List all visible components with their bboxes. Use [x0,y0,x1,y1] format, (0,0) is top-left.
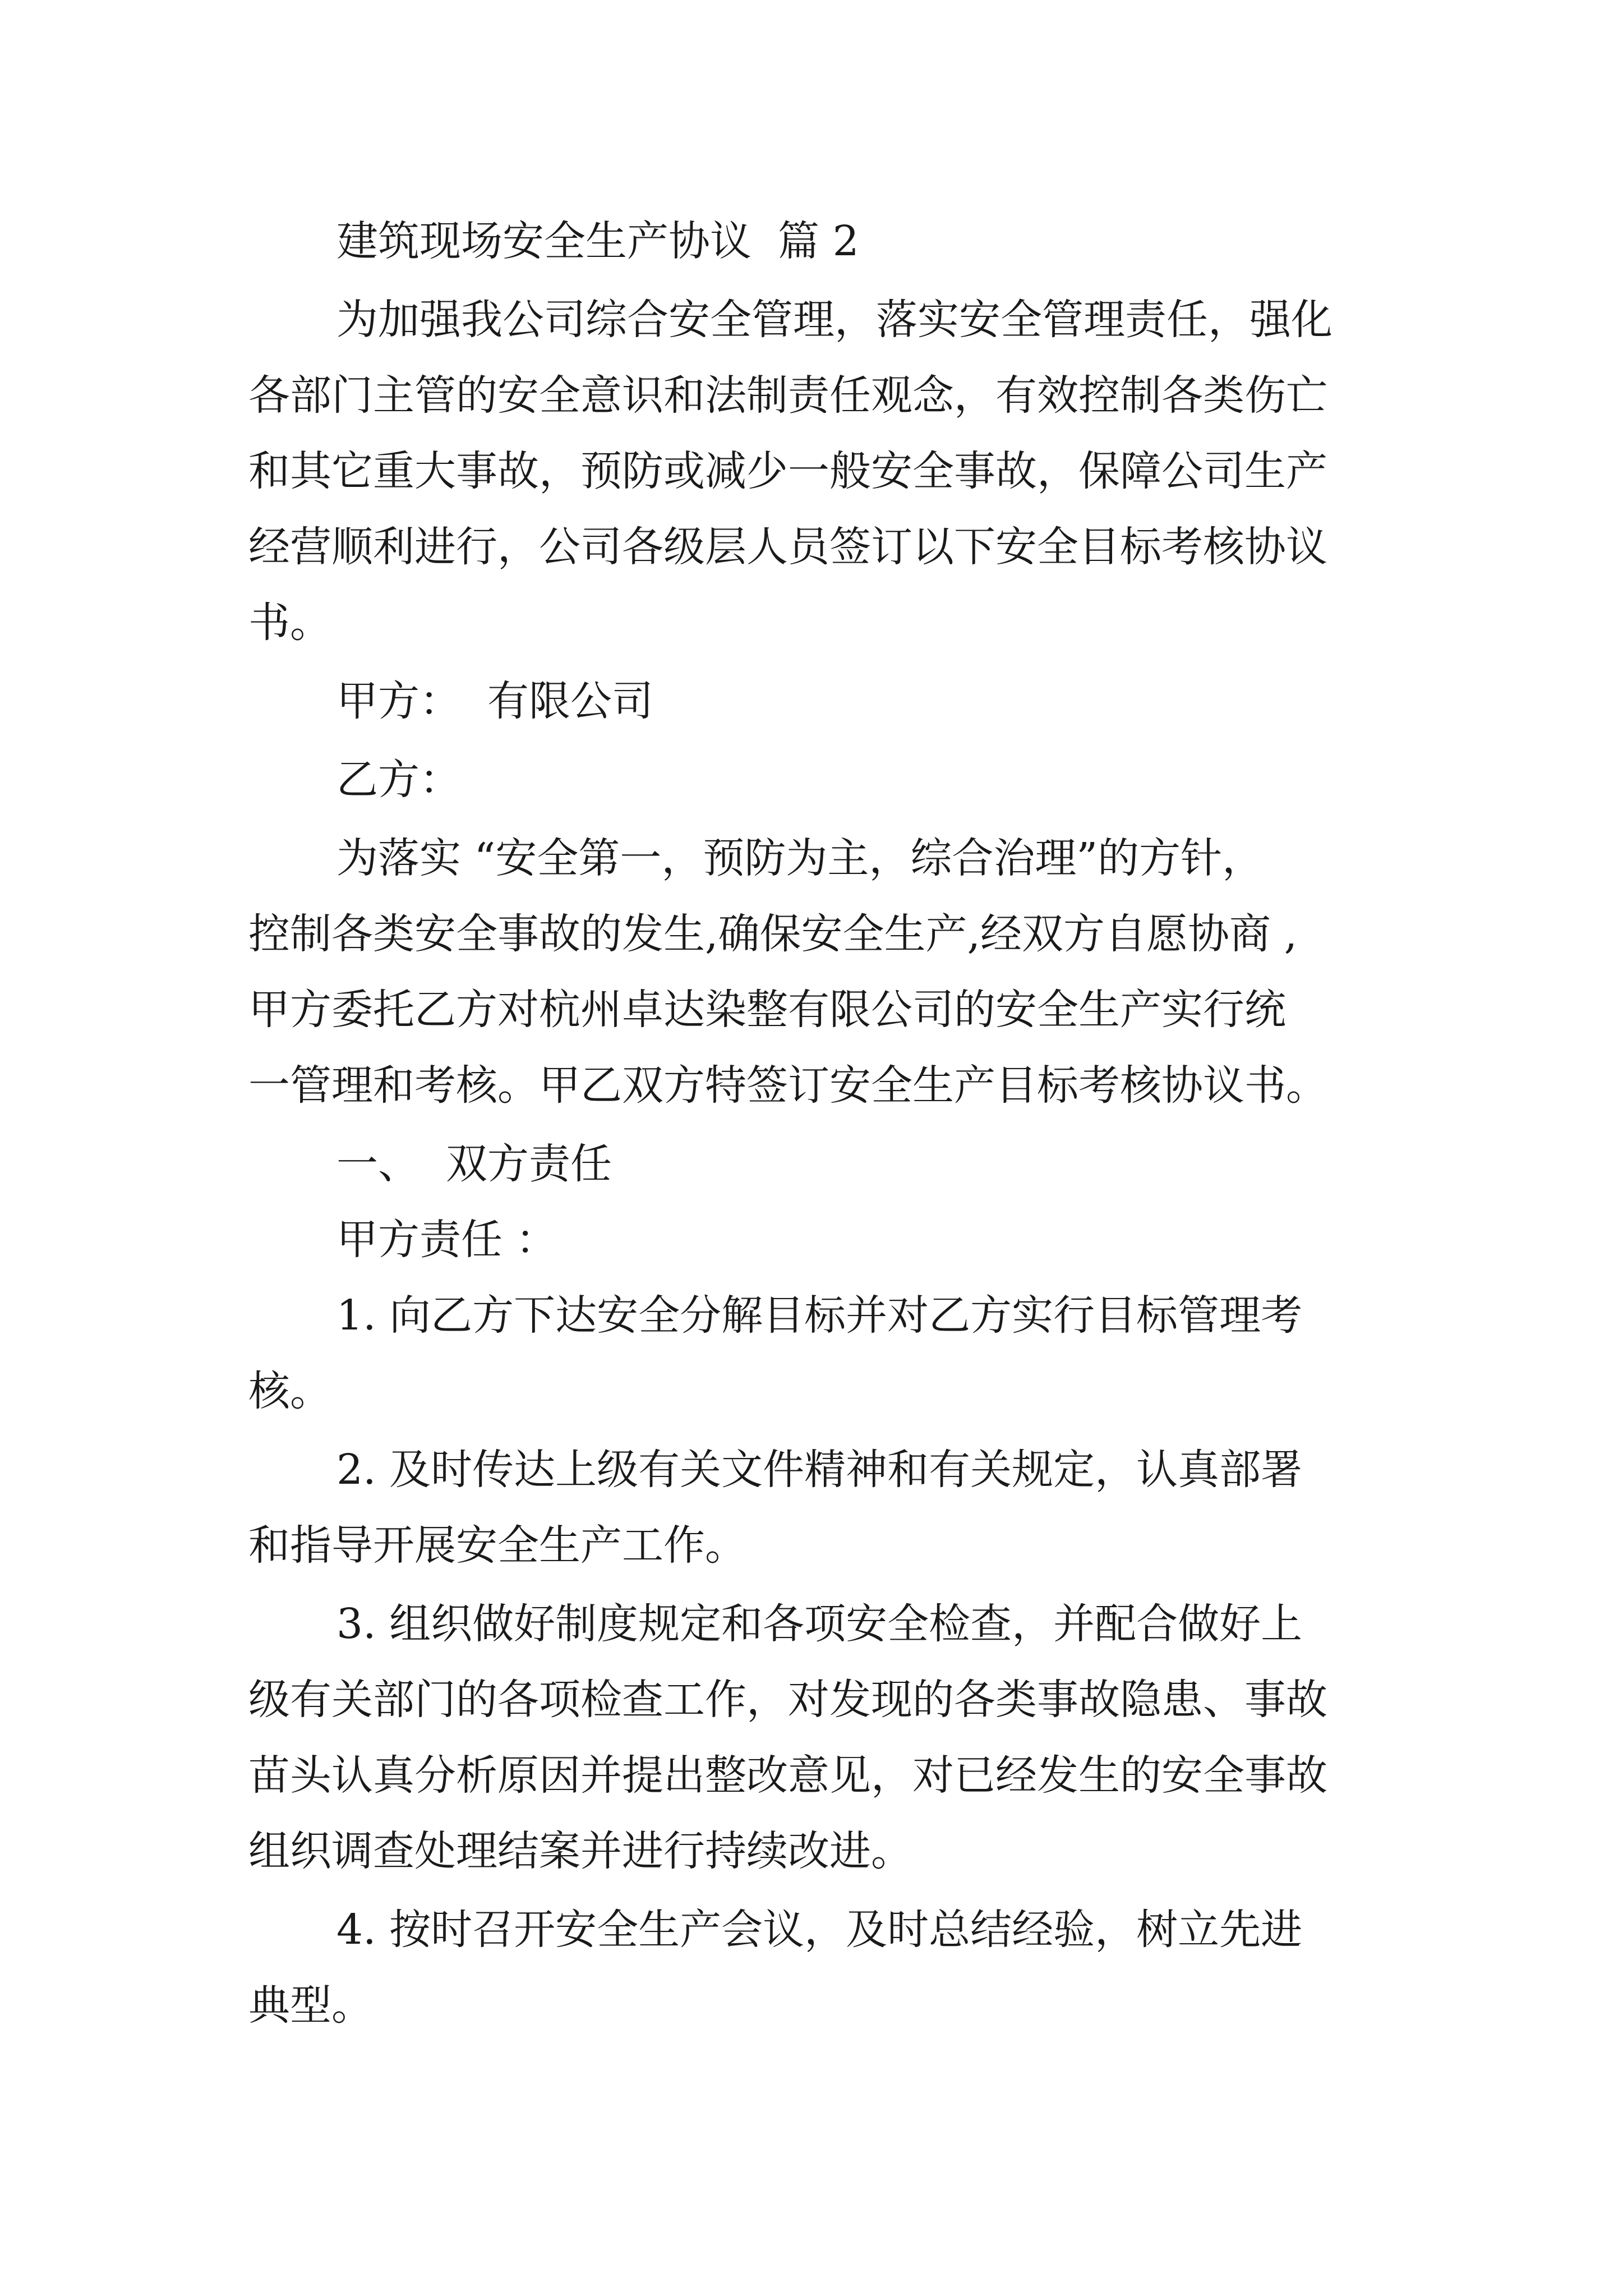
item-4-line-2: 典型。 [248,1981,373,2030]
purpose-line-2: 控制各类安全事故的发生,确保安全生产,经双方自愿协商 , [248,910,1298,958]
section-heading: 一、 双方责任 [336,1140,612,1188]
item-1-line-1: 1. 向乙方下达安全分解目标并对乙方实行目标管理考 [336,1291,1303,1340]
item-3-line-2: 级有关部门的各项检查工作，对发现的各类事故隐患、事故 [248,1676,1327,1724]
item-3-line-1: 3. 组织做好制度规定和各项安全检查，并配合做好上 [336,1600,1303,1648]
item-3-line-3: 苗头认真分析原因并提出整改意见，对已经发生的安全事故 [248,1751,1327,1800]
item-1-line-2: 核。 [248,1367,331,1415]
purpose-line-1: 为落实 “安全第一，预防为主，综合治理”的方针， [336,834,1264,882]
document-title: 建筑现场安全生产协议 篇 2 [336,217,859,265]
party-a-duties-heading: 甲方责任 ： [336,1216,557,1264]
party-a: 甲方： 有限公司 [336,677,654,725]
item-4-line-1: 4. 按时召开安全生产会议，及时总结经验，树立先进 [336,1906,1303,1954]
intro-line-1: 为加强我公司综合安全管理，落实安全管理责任，强化 [336,296,1332,344]
item-2-line-2: 和指导开展安全生产工作。 [248,1521,746,1570]
purpose-line-4: 一管理和考核。甲乙双方特签订安全生产目标考核协议书。 [248,1061,1327,1110]
intro-line-2: 各部门主管的安全意识和法制责任观念，有效控制各类伤亡 [248,371,1327,420]
item-2-line-1: 2. 及时传达上级有关文件精神和有关规定，认真部署 [336,1446,1303,1494]
purpose-line-3: 甲方委托乙方对杭州卓达染整有限公司的安全生产实行统 [248,986,1286,1034]
party-b: 乙方： [336,756,461,804]
item-3-line-4: 组织调查处理结案并进行持续改进。 [248,1827,912,1875]
intro-line-4: 经营顺利进行，公司各级层人员签订以下安全目标考核协议 [248,523,1327,571]
intro-line-5: 书。 [248,599,331,647]
intro-line-3: 和其它重大事故，预防或减少一般安全事故，保障公司生产 [248,447,1327,495]
